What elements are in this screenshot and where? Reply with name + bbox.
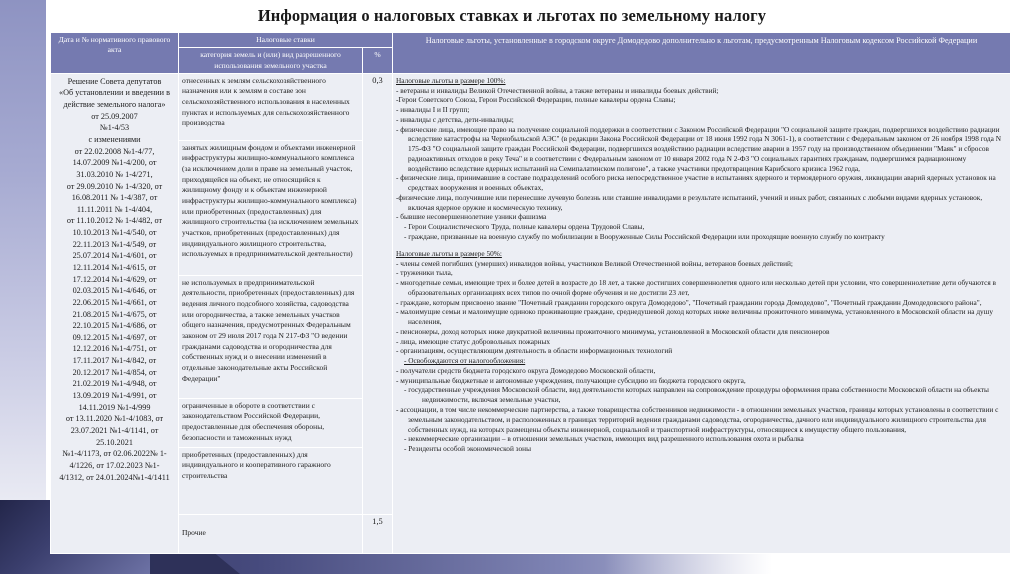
normative-act-date-line: 25.07.2014 №1-4/601, от xyxy=(72,251,157,261)
benefits-list-item: - получатели средств бюджета городского округа Домодедово Московской области, xyxy=(396,365,656,375)
normative-act-date-line: от 11.10.2012 № 1-4/482, от xyxy=(66,216,163,226)
benefits-spacer xyxy=(396,242,1007,249)
normative-act-date-line: Решение Совета депутатов xyxy=(67,76,162,86)
benefits-list-item: - граждане, которым присвоено звание "Почетный гражданин городского округа Домодедово", "Почетный гражданин города Домодедово", "Почетный гражданин Домодедовского района", xyxy=(396,297,982,307)
cell-land-category: приобретенных (предоставленных) для индивидуального и кооперативного гаражного строительства xyxy=(179,447,363,514)
header-date-act: Дата и № нормативного правового акта xyxy=(51,33,179,74)
header-tax-rates-group: Налоговые ставки xyxy=(179,33,393,48)
benefits-list-item: - инвалиды с детства, дети-инвалиды; xyxy=(396,114,514,124)
header-percent: % xyxy=(363,48,393,74)
table-row xyxy=(51,73,1011,140)
benefits-list-item: - физические лица, имеющие право на получение социальной поддержки в соответствии с Законом Российской Федерации "О социальной защите граждан, подвергшихся воздействию радиации вследствие катастрофы на Чернобыльской АЭС" (в редакции Закона Российской Федерации от 18 июня 1992 года N 3061-1), в соответствии с Федеральным законом от 26 ноября 1998 года N 175-ФЗ "О социальной защите граждан Российской Федерации, подвергшихся воздействию радиации вследствие аварии в 1957 году на производственном объединении "Маяк" и сбросов радиоактивных отходов в реку Теча" и в соответствии с Федеральным законом от 10 января 2002 года N 2-ФЗ "О социальных гарантиях гражданам, подвергшимся радиационному воздействию вследствие ядерных испытаний на Семипалатинском полигоне", а также участники предотвращения Карибского кризиса 1962 года, xyxy=(396,124,1001,173)
normative-act-date-line: 22.06.2015 №1-4/661, от xyxy=(72,297,157,307)
header-tax-benefits: Налоговые льготы, установленные в городском округе Домодедово дополнительно к льготам, предусмотренным Налоговым кодексом Российской Федерации xyxy=(393,33,1011,74)
slide-decoration-left xyxy=(0,0,46,500)
benefits-list-item: -физические лица, получившие или перенесшие лучевую болезнь или ставшие инвалидами в результате испытаний, учений и иных работ, связанных с любыми видами ядерных установок, включая ядерное оружие и космическую технику, xyxy=(396,192,983,212)
benefits-heading: Налоговые льготы в размере 50%: xyxy=(396,248,502,258)
benefits-list-item: - некоммерческие организации – в отношении земельных участков, имеющих вид разрешенного использования охота и рыбалка xyxy=(404,434,804,444)
normative-act-date-line: 12.11.2014 №1-4/615, от xyxy=(72,263,157,272)
normative-act-date-line: 4/1312, от 24.01.2024№1-4/1411 xyxy=(59,472,170,482)
normative-act-date-line: 12.12.2016 №1-4/751, от xyxy=(72,344,157,354)
benefits-list-item: - пенсионеры, доход которых ниже двукратной величины прожиточного минимума, установленной в Московской области для пенсионеров xyxy=(396,326,830,336)
normative-act-date-line: 23.07.2021 №1-4/1141, от xyxy=(70,425,159,435)
benefits-list-item: - Резиденты особой экономической зоны xyxy=(404,444,531,454)
normative-act-date-line: от 22.02.2008 №1-4/77, xyxy=(74,146,155,156)
table-header-row-1 xyxy=(51,33,1011,48)
benefits-list-item: - бывшие несовершеннолетние узники фашизма xyxy=(396,212,547,222)
benefits-list-item: -Герои Советского Союза, Герои Российской Федерации, полные кавалеры ордена Славы; xyxy=(396,95,676,105)
normative-act-date-line: с изменениями xyxy=(88,134,141,144)
benefits-list-item: - лица, имеющие статус добровольных пожарных xyxy=(396,336,551,346)
normative-act-date-line: от 29.09.2010 № 1-4/320, от xyxy=(66,181,163,191)
normative-act-date-line: 11.11.2011 № 1-4/404, xyxy=(76,204,153,214)
normative-act-date-line: 10.10.2013 №1-4/540, от xyxy=(72,228,157,238)
normative-act-date-line: 25.10.2021 xyxy=(96,437,133,447)
normative-act-date-line: 14.07.2009 №1-4/200, от xyxy=(72,158,157,168)
cell-rate-percent-03: 0,3 xyxy=(363,73,393,514)
normative-act-date-line: «Об установлении и введении в xyxy=(59,88,170,98)
benefits-list-item: - ветераны и инвалиды Великой Отечественной войны, а также ветераны и инвалиды боевых действий; xyxy=(396,85,719,95)
cell-normative-act-dates xyxy=(51,73,179,553)
normative-act-date-line: 31.03.2010 № 1-4/271, xyxy=(76,169,153,179)
normative-act-date-line: 13.09.2019 №1-4/991, от xyxy=(72,391,157,401)
cell-land-category: ограниченные в обороте в соответствии с законодательством Российской Федерации, предоставленные для обеспечения обороны, безопасности и таможенных нужд xyxy=(179,398,363,447)
normative-act-date-line: 02.03.2015 №1-4/646, от xyxy=(72,286,157,296)
benefits-list-item: - ассоциации, в том числе некоммерческие партнерства, а также товарищества собственников недвижимости - в отношении земельных участков, границы которых установлены в соответствии с земельным законодательством, и расположенных в границах территорий ведения гражданами садоводства, огородничества, дачного или индивидуального жилищного строительства для собственных нужд, на которых размещены объекты инженерной, социальной и транспортной инфраструктуры, относящиеся к имуществу общего пользования, xyxy=(396,405,999,434)
benefits-list-item: - организациям, осуществляющим деятельность в области информационных технологий xyxy=(396,346,673,356)
benefits-list-item: - физические лица, принимавшие в составе подразделений особого риска непосредственное участие в испытаниях ядерного и термоядерного оружия, ликвидации аварий ядерных установок на средствах вооружения и военных объектах, xyxy=(396,173,996,193)
page-title: Информация о налоговых ставках и льготах по земельному налогу xyxy=(257,6,767,25)
tax-rates-table xyxy=(50,32,1011,554)
tax-rates-table-container xyxy=(50,32,1010,554)
normative-act-date-line: 4/1226, от 17.02.2023 №1- xyxy=(69,460,160,470)
cell-land-category-other: Прочие xyxy=(179,514,363,553)
cell-land-category: не используемых в предпринимательской деятельности, приобретенных (предоставленных) для ведения личного подсобного хозяйства, садоводства или огородничества, а также земельных участков общего назначения, предусмотренных Федеральным законом от 29 июля 2017 года N 217-ФЗ "О ведении гражданами садоводства и огородничества для собственных нужд и о внесении изменений в отдельные законодательные акты Российской Федерации" xyxy=(179,275,363,398)
header-land-category: категория земель и (или) вид разрешенного использования земельного участка xyxy=(179,48,363,74)
normative-act-date-line: 17.11.2017 №1-4/842, от xyxy=(72,356,157,366)
cell-tax-benefits xyxy=(393,73,1011,553)
normative-act-date-line: 21.02.2019 №1-4/948, от xyxy=(72,379,157,389)
normative-act-date-line: 22.11.2013 №1-4/549, от xyxy=(72,239,157,249)
normative-act-date-list xyxy=(54,76,175,483)
benefits-heading: - Освобождаются от налогообложения: xyxy=(404,356,526,366)
benefits-list-item: - инвалиды I и II групп; xyxy=(396,105,470,115)
benefits-list-item: - государственные учреждения Московской области, вид деятельности которых направлен на сопровождение процедуры оформления права собственности Московской области на объекты недвижимости, включая земельные участки, xyxy=(404,385,989,405)
tax-benefits-content xyxy=(396,76,1007,454)
normative-act-date-line: 09.12.2015 №1-4/697, от xyxy=(72,332,157,342)
table-header xyxy=(51,33,1011,74)
benefits-list-item: - члены семей погибших (умерших) инвалидов войны, участников Великой Отечественной войны, ветеранов боевых действий; xyxy=(396,258,793,268)
benefits-list-item: - муниципальные бюджетные и автономные учреждения, получающие субсидию из бюджета городского округа, xyxy=(396,375,746,385)
benefits-heading: Налоговые льготы в размере 100%: xyxy=(396,75,506,85)
normative-act-date-line: от 25.09.2007 xyxy=(91,111,138,121)
normative-act-date-line: 16.08.2011 № 1-4/387, от xyxy=(71,193,158,203)
normative-act-date-line: от 13.11.2020 №1-4/1083, от xyxy=(65,414,164,424)
normative-act-date-line: 20.12.2017 №1-4/854, от xyxy=(72,367,157,377)
normative-act-date-line: 21.08.2015 №1-4/675, от xyxy=(72,309,157,319)
benefits-list-item: - Герои Социалистического Труда, полные кавалеры ордена Трудовой Славы, xyxy=(404,222,645,232)
cell-land-category: занятых жилищным фондом и объектами инженерной инфраструктуры жилищно-коммунального комплекса (за исключением доли в праве на земельный участок, приходящейся на объект, не относящийся к жилищному фонду и к объектам инженерной инфраструктуры жилищно-коммунального комплекса) или приобретенных (предоставленных) для жилищного строительства (за исключением земельных участков, приобретенных (предоставленных) для индивидуального жилищного строительства, используемых в предпринимательской деятельности) xyxy=(179,140,363,275)
table-body xyxy=(51,73,1011,553)
benefits-list-item: - граждане, призванные на военную службу по мобилизации в Вооруженные Силы Российской Федерации или проходящие военную службу по контракту xyxy=(404,232,885,241)
cell-rate-percent-15: 1,5 xyxy=(363,514,393,553)
benefits-list-item: - труженики тыла, xyxy=(396,268,453,278)
cell-land-category: отнесенных к землям сельскохозяйственного назначения или к землям в составе зон сельскохозяйственного использования в населенных пунктах и используемых для сельскохозяйственного производства xyxy=(179,73,363,140)
normative-act-date-line: 17.12.2014 №1-4/629, от xyxy=(72,274,157,284)
normative-act-date-line: 22.10.2015 №1-4/686, от xyxy=(72,321,157,331)
normative-act-date-line: 14.11.2019 №1-4/999 xyxy=(78,402,151,412)
normative-act-date-line: действие земельного налога» xyxy=(63,100,166,110)
benefits-list-item: - многодетные семьи, имеющие трех и более детей в возрасте до 18 лет, а также достигших совершеннолетия одного или несколько детей при условии, что совершеннолетние дети обучаются в образовательных организациях всех типов по очной форме обучения и не достигли 23 лет, xyxy=(396,278,996,297)
normative-act-date-line: №1-4/53 xyxy=(99,123,130,133)
normative-act-date-line: №1-4/1173, от 02.06.2022№ 1- xyxy=(62,449,167,459)
benefits-list-item: - малоимущие семьи и малоимущие одиноко проживающие граждане, среднедушевой доход которых ниже величины прожиточного минимума, установленного в Московской области на душу населения, xyxy=(396,307,993,327)
